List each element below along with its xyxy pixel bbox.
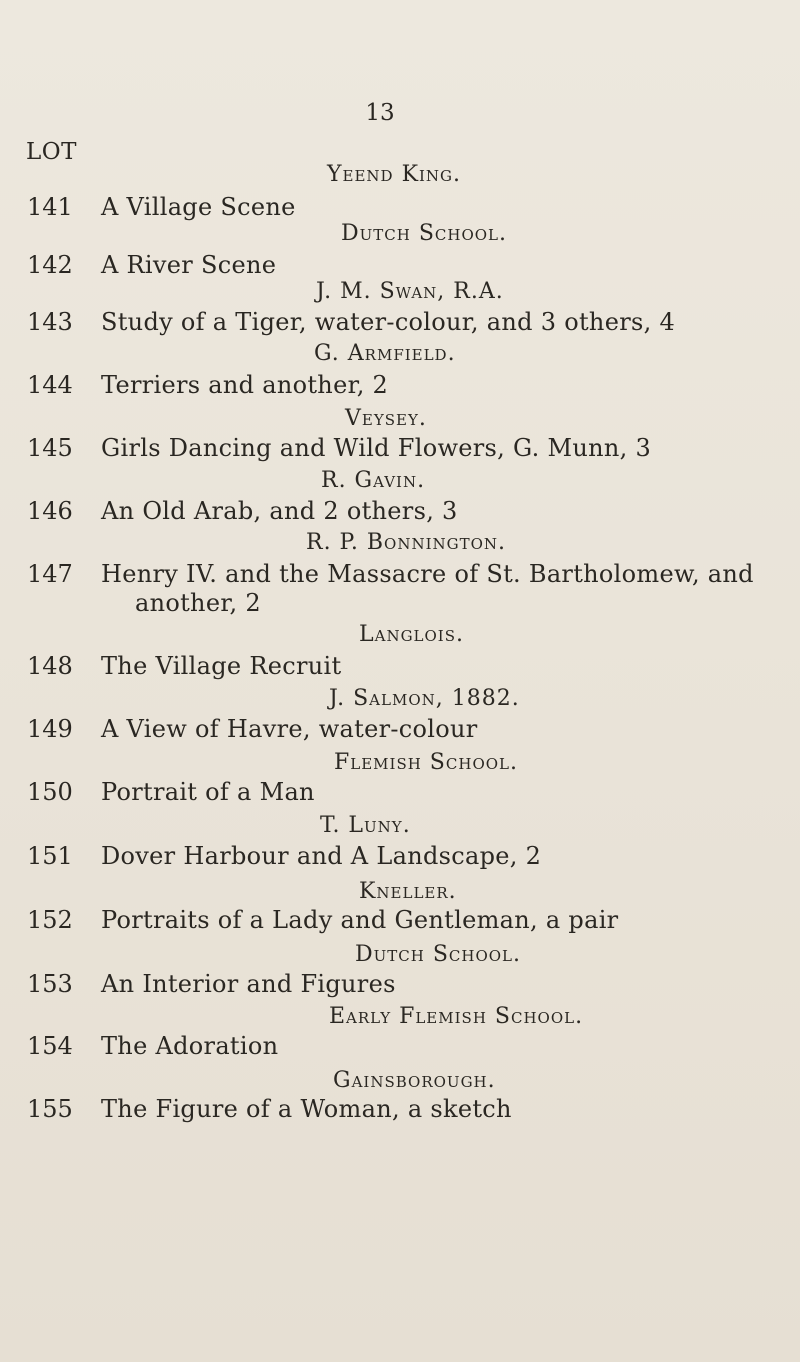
lot-title: The Figure of a Woman, a sketch bbox=[101, 1095, 512, 1123]
lot-number: 142 bbox=[27, 251, 73, 279]
artist-name: Gainsborough. bbox=[333, 1068, 496, 1093]
lot-number: 153 bbox=[27, 970, 73, 998]
lot-number: 147 bbox=[27, 560, 73, 588]
lot-title: A Village Scene bbox=[101, 193, 296, 221]
lot-number: 148 bbox=[27, 652, 73, 680]
artist-name: Yeend King. bbox=[327, 162, 462, 187]
artist-name: Flemish School. bbox=[334, 750, 518, 775]
lot-title-continuation: another, 2 bbox=[135, 589, 261, 617]
artist-name: Dutch School. bbox=[355, 942, 522, 967]
artist-name: Early Flemish School. bbox=[329, 1004, 584, 1029]
artist-name: Kneller. bbox=[359, 879, 457, 904]
page-number: 13 bbox=[365, 100, 395, 126]
artist-name: J. Salmon, 1882. bbox=[329, 686, 520, 711]
lot-title: The Village Recruit bbox=[101, 652, 342, 680]
artist-name: R. Gavin. bbox=[321, 468, 426, 493]
artist-name: J. M. Swan, R.A. bbox=[316, 279, 504, 304]
artist-name: T. Luny. bbox=[320, 813, 411, 838]
lot-number: 155 bbox=[27, 1095, 73, 1123]
lot-title: An Old Arab, and 2 others, 3 bbox=[101, 497, 458, 525]
lot-number: 154 bbox=[27, 1032, 73, 1060]
artist-name: Veysey. bbox=[345, 406, 427, 431]
artist-name: G. Armfield. bbox=[314, 341, 456, 366]
lot-number: 146 bbox=[27, 497, 73, 525]
lot-title: An Interior and Figures bbox=[101, 970, 396, 998]
lot-number: 150 bbox=[27, 778, 73, 806]
lot-number: 149 bbox=[27, 715, 73, 743]
lot-title: Henry IV. and the Massacre of St. Bartholomew, and bbox=[101, 560, 754, 588]
lot-title: Terriers and another, 2 bbox=[101, 371, 389, 399]
lot-title: Dover Harbour and A Landscape, 2 bbox=[101, 842, 542, 870]
artist-name: Langlois. bbox=[359, 622, 465, 647]
lot-title: Portrait of a Man bbox=[101, 778, 315, 806]
lot-column-header: LOT bbox=[26, 139, 77, 165]
lot-number: 152 bbox=[27, 906, 73, 934]
lot-title: Portraits of a Lady and Gentleman, a pair bbox=[101, 906, 619, 934]
lot-number: 144 bbox=[27, 371, 73, 399]
lot-title: Girls Dancing and Wild Flowers, G. Munn, 3 bbox=[101, 434, 652, 462]
lot-number: 151 bbox=[27, 842, 73, 870]
lot-number: 143 bbox=[27, 308, 73, 336]
lot-title: Study of a Tiger, water-colour, and 3 others, 4 bbox=[101, 308, 676, 336]
artist-name: R. P. Bonnington. bbox=[306, 530, 507, 555]
lot-title: A River Scene bbox=[101, 251, 277, 279]
lot-number: 145 bbox=[27, 434, 73, 462]
lot-title: A View of Havre, water-colour bbox=[101, 715, 478, 743]
lot-number: 141 bbox=[27, 193, 73, 221]
lot-title: The Adoration bbox=[101, 1032, 279, 1060]
artist-name: Dutch School. bbox=[341, 221, 508, 246]
